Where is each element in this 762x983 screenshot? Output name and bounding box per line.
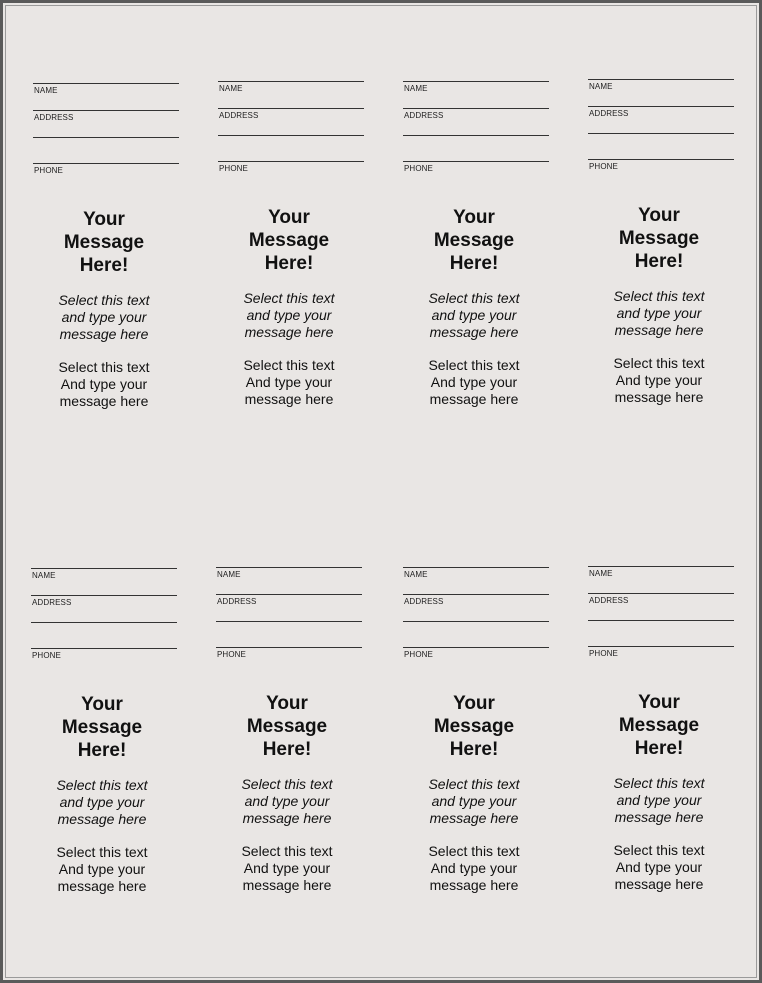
headline-line[interactable]: Your — [453, 207, 495, 228]
label-card[interactable] — [216, 567, 366, 927]
headline-line[interactable]: Message — [63, 232, 145, 253]
phone-label: PHONE — [219, 164, 248, 173]
plain-message-line[interactable]: Select this text — [428, 357, 520, 373]
phone-line[interactable] — [403, 647, 549, 648]
headline-line[interactable]: Your — [453, 693, 495, 714]
name-line[interactable] — [216, 567, 362, 568]
address-label: ADDRESS — [589, 109, 629, 118]
plain-message-line[interactable]: And type your — [615, 859, 703, 875]
phone-label: PHONE — [34, 166, 63, 175]
address-line[interactable] — [216, 594, 362, 595]
italic-message-line[interactable]: Select this text — [613, 775, 705, 791]
plain-message-line[interactable]: Select this text — [241, 843, 333, 859]
name-label: NAME — [589, 82, 613, 91]
italic-message-line[interactable]: and type your — [246, 307, 332, 323]
plain-message-line[interactable]: Select this text — [58, 359, 150, 375]
italic-message-line[interactable]: and type your — [244, 793, 330, 809]
plain-message-line[interactable]: message here — [614, 389, 704, 405]
name-label: NAME — [589, 569, 613, 578]
plain-message-line[interactable]: Select this text — [428, 843, 520, 859]
headline-line[interactable]: Here! — [262, 739, 312, 760]
italic-message-line[interactable]: Select this text — [56, 777, 148, 793]
name-line[interactable] — [33, 83, 179, 84]
address-label: ADDRESS — [32, 598, 72, 607]
phone-line[interactable] — [588, 646, 734, 647]
name-line[interactable] — [588, 566, 734, 567]
headline-line[interactable]: Your — [266, 693, 308, 714]
italic-message-line[interactable]: and type your — [431, 307, 517, 323]
plain-message-line[interactable]: Select this text — [243, 357, 335, 373]
headline-line[interactable]: Message — [246, 716, 328, 737]
phone-line[interactable] — [33, 163, 179, 164]
headline-line[interactable]: Message — [248, 230, 330, 251]
headline-line[interactable]: Here! — [79, 255, 129, 276]
address-line-2[interactable] — [403, 621, 549, 622]
headline-line[interactable]: Your — [638, 205, 680, 226]
italic-message-line[interactable]: Select this text — [58, 292, 150, 308]
italic-message-line[interactable]: message here — [59, 326, 149, 342]
phone-label: PHONE — [589, 162, 618, 171]
address-label: ADDRESS — [219, 111, 259, 120]
plain-message-line[interactable]: And type your — [60, 376, 148, 392]
plain-message-line[interactable]: Select this text — [613, 355, 705, 371]
headline-line[interactable]: Here! — [77, 740, 127, 761]
name-label: NAME — [404, 84, 428, 93]
label-card[interactable] — [588, 566, 738, 926]
phone-label: PHONE — [404, 650, 433, 659]
headline-line[interactable]: Your — [268, 207, 310, 228]
address-line-2[interactable] — [403, 135, 549, 136]
address-line-2[interactable] — [31, 622, 177, 623]
name-label: NAME — [404, 570, 428, 579]
name-line[interactable] — [31, 568, 177, 569]
name-label: NAME — [217, 570, 241, 579]
address-label: ADDRESS — [404, 111, 444, 120]
address-line-2[interactable] — [588, 620, 734, 621]
name-line[interactable] — [403, 567, 549, 568]
headline-line[interactable]: Your — [83, 209, 125, 230]
plain-message-line[interactable]: Select this text — [613, 842, 705, 858]
headline-line[interactable]: Message — [618, 228, 700, 249]
italic-message-line[interactable]: message here — [242, 810, 332, 826]
address-line[interactable] — [33, 110, 179, 111]
headline-line[interactable]: Message — [61, 717, 143, 738]
italic-message-line[interactable]: and type your — [61, 309, 147, 325]
headline-line[interactable]: Here! — [449, 739, 499, 760]
phone-line[interactable] — [218, 161, 364, 162]
address-label: ADDRESS — [217, 597, 257, 606]
phone-line[interactable] — [403, 161, 549, 162]
italic-message-line[interactable]: Select this text — [428, 290, 520, 306]
address-line[interactable] — [588, 106, 734, 107]
headline-line[interactable]: Message — [618, 715, 700, 736]
italic-message-line[interactable]: Select this text — [241, 776, 333, 792]
address-line-2[interactable] — [218, 135, 364, 136]
plain-message-line[interactable]: message here — [242, 877, 332, 893]
name-line[interactable] — [588, 79, 734, 80]
address-line-2[interactable] — [588, 133, 734, 134]
italic-message-line[interactable]: and type your — [616, 792, 702, 808]
plain-message-line[interactable]: Select this text — [56, 844, 148, 860]
headline-line[interactable]: Here! — [449, 253, 499, 274]
label-card[interactable] — [218, 81, 368, 441]
address-line-2[interactable] — [216, 621, 362, 622]
phone-line[interactable] — [216, 647, 362, 648]
italic-message-line[interactable]: and type your — [59, 794, 145, 810]
address-line[interactable] — [403, 108, 549, 109]
address-label: ADDRESS — [589, 596, 629, 605]
plain-message-line[interactable]: message here — [429, 391, 519, 407]
plain-message-line[interactable]: And type your — [430, 860, 518, 876]
italic-message-line[interactable]: message here — [614, 322, 704, 338]
headline-line[interactable]: Message — [433, 230, 515, 251]
plain-message-line[interactable]: And type your — [430, 374, 518, 390]
headline-line[interactable]: Here! — [634, 251, 684, 272]
headline-line[interactable]: Here! — [634, 738, 684, 759]
headline-line[interactable]: Message — [433, 716, 515, 737]
phone-line[interactable] — [588, 159, 734, 160]
italic-message-line[interactable]: and type your — [616, 305, 702, 321]
italic-message-line[interactable]: Select this text — [243, 290, 335, 306]
address-line[interactable] — [218, 108, 364, 109]
italic-message-line[interactable]: message here — [244, 324, 334, 340]
label-card[interactable] — [403, 567, 553, 927]
phone-line[interactable] — [31, 648, 177, 649]
plain-message-line[interactable]: message here — [244, 391, 334, 407]
headline-line[interactable]: Here! — [264, 253, 314, 274]
address-label: ADDRESS — [34, 113, 74, 122]
phone-label: PHONE — [589, 649, 618, 658]
phone-label: PHONE — [404, 164, 433, 173]
label-card[interactable] — [31, 568, 181, 928]
italic-message-line[interactable]: message here — [614, 809, 704, 825]
phone-label: PHONE — [32, 651, 61, 660]
plain-message-line[interactable]: And type your — [243, 860, 331, 876]
italic-message-line[interactable]: Select this text — [613, 288, 705, 304]
italic-message-line[interactable]: message here — [57, 811, 147, 827]
label-card[interactable] — [588, 79, 738, 439]
address-line[interactable] — [588, 593, 734, 594]
name-label: NAME — [34, 86, 58, 95]
italic-message-line[interactable]: message here — [429, 324, 519, 340]
plain-message-line[interactable]: And type your — [58, 861, 146, 877]
address-line-2[interactable] — [33, 137, 179, 138]
name-label: NAME — [219, 84, 243, 93]
headline-line[interactable]: Your — [638, 692, 680, 713]
plain-message-line[interactable]: message here — [429, 877, 519, 893]
plain-message-line[interactable]: And type your — [245, 374, 333, 390]
plain-message-line[interactable]: message here — [614, 876, 704, 892]
name-line[interactable] — [403, 81, 549, 82]
phone-label: PHONE — [217, 650, 246, 659]
label-card[interactable] — [33, 83, 183, 443]
plain-message-line[interactable]: message here — [59, 393, 149, 409]
italic-message-line[interactable]: Select this text — [428, 776, 520, 792]
plain-message-line[interactable]: And type your — [615, 372, 703, 388]
plain-message-line[interactable]: message here — [57, 878, 147, 894]
name-line[interactable] — [218, 81, 364, 82]
address-line[interactable] — [31, 595, 177, 596]
address-label: ADDRESS — [404, 597, 444, 606]
label-card[interactable] — [403, 81, 553, 441]
address-line[interactable] — [403, 594, 549, 595]
italic-message-line[interactable]: message here — [429, 810, 519, 826]
name-label: NAME — [32, 571, 56, 580]
italic-message-line[interactable]: and type your — [431, 793, 517, 809]
headline-line[interactable]: Your — [81, 694, 123, 715]
